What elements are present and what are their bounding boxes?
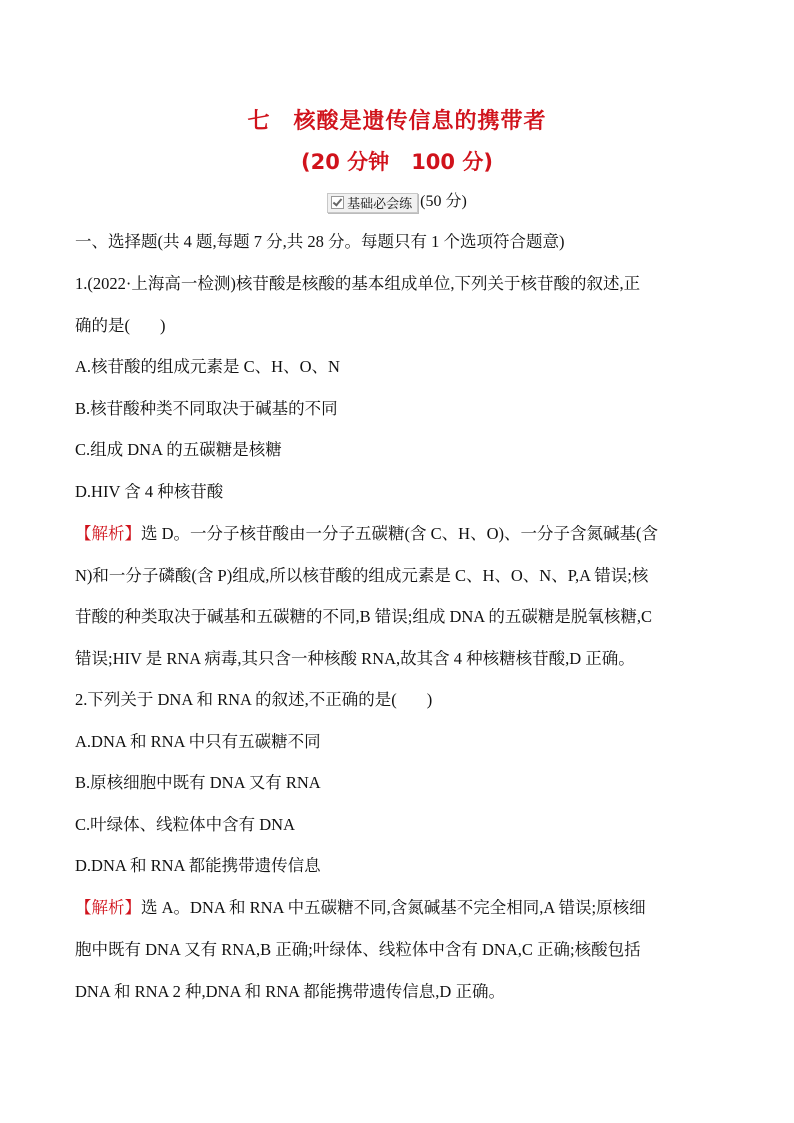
q1-analysis-line4: 错误;HIV 是 RNA 病毒,其只含一种核酸 RNA,故其含 4 种核糖核苷酸,D 正确。: [75, 649, 635, 668]
q2-analysis-text: 选 A。DNA 和 RNA 中五碳糖不同,含氮碱基不完全相同,A 错误;原核细: [141, 898, 646, 917]
section-header: [0, 188, 794, 213]
q2-option-a: A.DNA 和 RNA 中只有五碳糖不同: [75, 732, 321, 751]
q2-analysis-line2: 胞中既有 DNA 又有 RNA,B 正确;叶绿体、线粒体中含有 DNA,C 正确;核酸包括: [75, 940, 641, 959]
section-badge: [327, 193, 418, 213]
section-score: (50 分): [420, 193, 467, 210]
total-score: 100 分): [411, 150, 493, 174]
q2-stem-text: 2.下列关于 DNA 和 RNA 的叙述,不正确的是(: [75, 690, 397, 709]
analysis-tag: 【解析】: [75, 524, 141, 543]
section-badge-label: 基础必会练: [347, 197, 413, 213]
q1-stem-line1: 1.(2022·上海高一检测)核苷酸是核酸的基本组成单位,下列关于核苷酸的叙述,正: [75, 274, 641, 293]
q1-analysis-line2: N)和一分子磷酸(含 P)组成,所以核苷酸的组成元素是 C、H、O、N、P,A 错误;核: [75, 566, 649, 585]
analysis-tag: 【解析】: [75, 898, 141, 917]
time-score: [0, 146, 794, 176]
q2-option-c: C.叶绿体、线粒体中含有 DNA: [75, 815, 296, 834]
q1-option-d: D.HIV 含 4 种核苷酸: [75, 482, 224, 501]
q1-stem-close: ): [160, 316, 166, 335]
q2-analysis-line1: [75, 898, 725, 918]
instructions: 一、选择题(共 4 题,每题 7 分,共 28 分。每题只有 1 个选项符合题意): [75, 232, 565, 251]
q1-analysis-line3: 苷酸的种类取决于碱基和五碳糖的不同,B 错误;组成 DNA 的五碳糖是脱氧核糖,C: [75, 607, 653, 626]
q1-stem-text: 确的是(: [75, 316, 130, 335]
q2-stem-close: ): [426, 690, 433, 709]
check-icon: [331, 196, 344, 209]
page-title: 七 核酸是遗传信息的携带者: [247, 109, 547, 134]
q1-option-b: B.核苷酸种类不同取决于碱基的不同: [75, 399, 338, 418]
q1-option-a: A.核苷酸的组成元素是 C、H、O、N: [75, 357, 340, 376]
q1-option-c: C.组成 DNA 的五碳糖是核糖: [75, 440, 282, 459]
q2-stem: [75, 690, 725, 710]
q2-option-d: D.DNA 和 RNA 都能携带遗传信息: [75, 856, 321, 875]
q2-option-b: B.原核细胞中既有 DNA 又有 RNA: [75, 773, 321, 792]
q1-stem-line2: [75, 316, 725, 336]
q1-analysis-line1: [75, 524, 725, 544]
q1-analysis-text: 选 D。一分子核苷酸由一分子五碳糖(含 C、H、O)、一分子含氮碱基(含: [141, 524, 658, 543]
q2-analysis-line3: DNA 和 RNA 2 种,DNA 和 RNA 都能携带遗传信息,D 正确。: [75, 982, 505, 1001]
time-limit: (20 分钟: [301, 150, 390, 174]
